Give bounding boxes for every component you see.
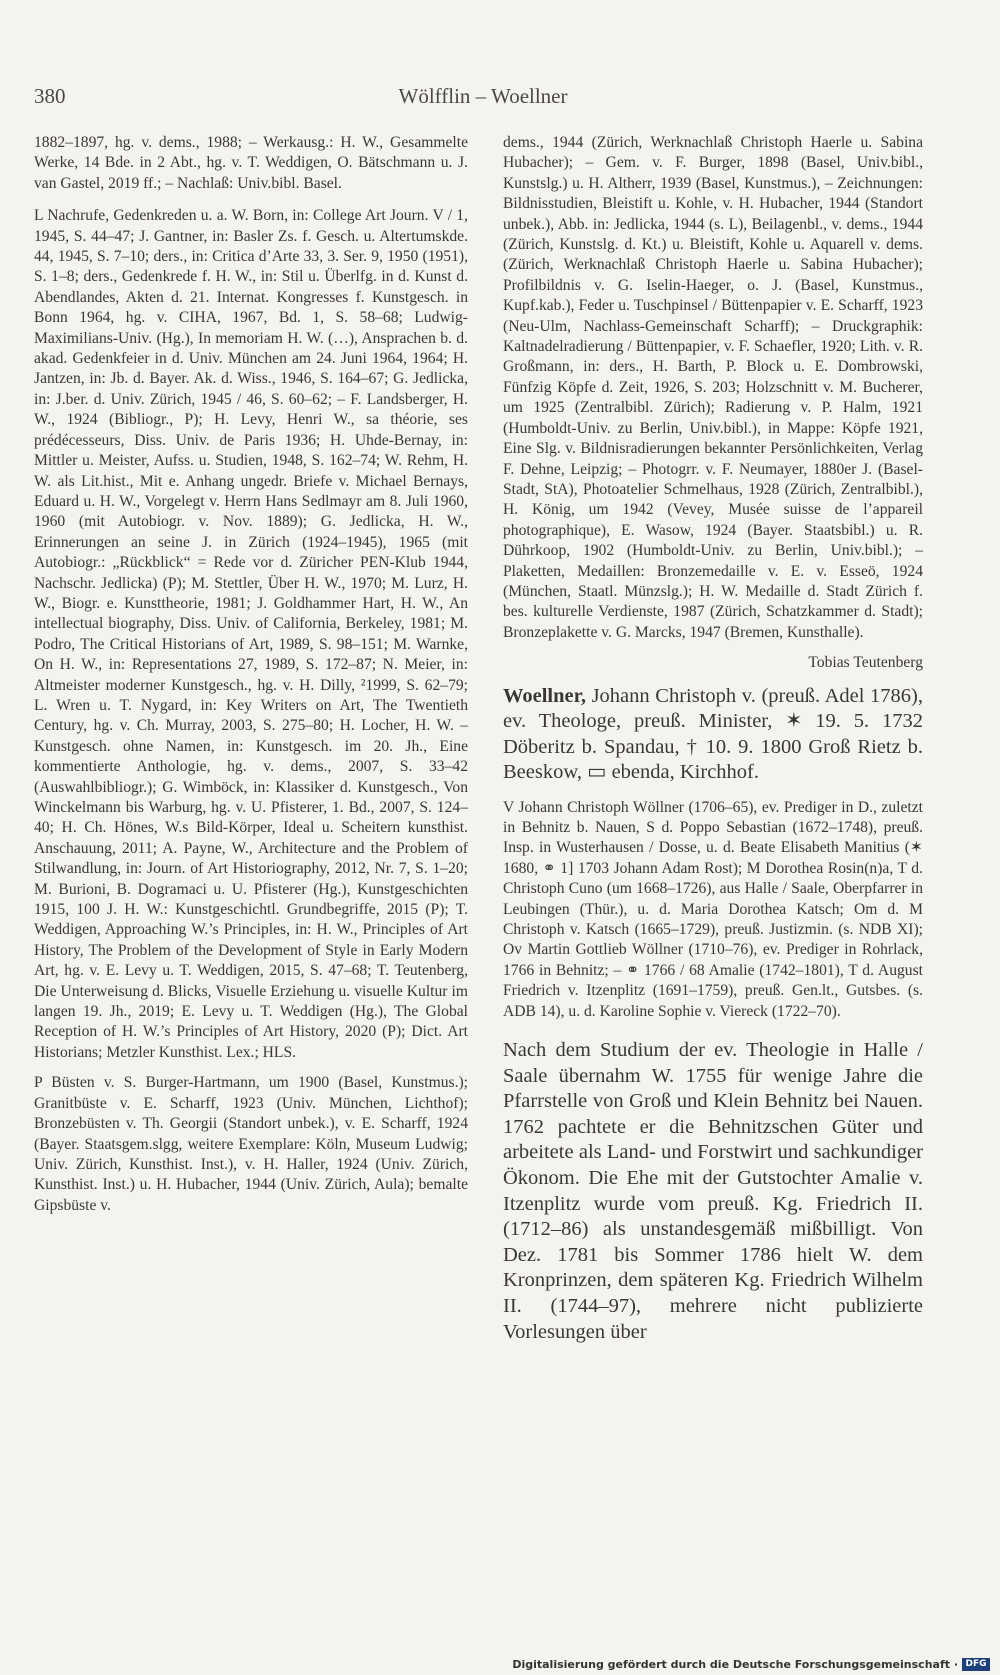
entry-lemma: Woellner, (503, 684, 586, 707)
portraits-continued-paragraph: dems., 1944 (Zürich, Werknachlaß Christoph Haerle u. Sabina Hubacher); – Gem. v. F. Burger, 1898 (Basel, Univ.bibl., Kunstslg.) u. H. Altherr, 1939 (Basel, Kunstmus.), – Zeichnungen: Bildnisstudien, Bleistift u. Kohle, v. H. Hubacher, 1944 (Standort unbek.), Abb. in: Jedlicka, 1944 (s. L), Beilagenbl., v. dems., 1944 (Zürich, Kunstslg. d. Kt.) u. Bleistift, Kohle u. Aquarell v. dems. (Zürich, Werknachlaß Christoph Haerle u. Sabina Hubacher); Profilbildnis v. G. Iselin-Haeger, o. J. (Basel, Kunstmus., Kupf.kab.), Feder u. Tuschpinsel / Büttenpapier v. E. Scharff, 1923 (Neu-Ulm, Nachlass-Gemeinschaft Scharff); – Druckgraphik: Kaltnadelradierung / Büttenpapier, v. F. Schaefler, 1920; Lith. v. R. Großmann, in: ders., H. Barth, P. Block u. E. Dombrowski, Fünfzig Köpfe d. Zeit, 1926, S. 203; Holzschnitt v. M. Bucherer, um 1925 (Zentralbibl. Zürich); Radierung v. P. Halm, 1921 (Humboldt-Univ. zu Berlin, Univ.bibl.), in Mappe: Köpfe 1921, Eine Slg. v. Bildnisradierungen bekannter Persönlichkeiten, Verlag F. Dehne, Leipzig; – Photogrr. v. F. Neumayer, 1880er J. (Basel-Stadt, StA), Photoatelier Schmelhaus, 1928 (Zürich, Zentralbibl.), H. König, um 1942 (Vevey, Musée suisse de l’appareil photographique), E. Wasow, 1924 (Bayer. Staatsbibl.) u. R. Dührkoop, 1902 (Humboldt-Univ. zu Berlin, Univ.bibl.); – Plaketten, Medaillen: Bronzemedaille v. E. v. Esseö, 1924 (München, Staatl. Münzslg.); H. W. Medaille d. Stadt Zürich f. bes. kulturelle Verdienste, 1987 (Zürich, Schatzkammer d. Stadt); Bronzeplakette v. G. Marcks, 1947 (Bremen, Kunsthalle). (503, 134, 923, 641)
entry-header (503, 684, 923, 786)
right-column (503, 133, 923, 1355)
genealogy-paragraph: V Johann Christoph Wöllner (1706–65), ev. Prediger in D., zuletzt in Behnitz b. Nauen, S d. Poppo Sebastian (1672–1748), preuß. Insp. in Wusterhausen / Dosse, u. d. Beate Elisabeth Manitius (✶ 1680, ⚭ 1] 1703 Johann Adam Rost); M Dorothea Rosin(n)a, T d. Christoph Cuno (um 1668–1726), aus Halle / Saale, Oberpfarrer in Leubingen (Thür.), u. d. Maria Dorothea Katsch; Om d. M Christoph v. Katsch (1665–1729), preuß. Justizmin. (s. NDB XI); Ov Martin Gottlieb Wöllner (1710–76), ev. Prediger in Rohrlack, 1766 in Behnitz; – ⚭ 1766 / 68 Amalie (1742–1801), T d. August Friedrich v. Itzenplitz (1691–1759), preuß. Gen.lt., Gutsbes. (s. ADB 14), u. d. Karoline Sophie v. Viereck (1722–70). (503, 798, 923, 1020)
running-title: Wölfflin – Woellner (398, 84, 568, 108)
funding-text: Digitalisierung gefördert durch die Deutsche Forschungsgemeinschaft · (512, 1658, 958, 1671)
dfg-logo-icon: DFG (962, 1658, 990, 1671)
entry-header-text: Johann Christoph v. (preuß. Adel 1786), ev. Theologe, preuß. Minister, ✶ 19. 5. 1732 Döberitz b. Spandau, † 10. 9. 1800 Groß Rietz b. Beeskow, ▭ ebenda, Kirchhof. (503, 684, 923, 784)
funding-footer (512, 1658, 990, 1671)
portraits-paragraph: P Büsten v. S. Burger-Hartmann, um 1900 (Basel, Kunstmus.); Granitbüste v. E. Scharff, 1923 (Univ. München, Lichthof); Bronzebüsten v. Th. Georgii (Standort unbek.), v. E. Scharff, 1924 (Bayer. Staatsgem.slgg, weitere Exemplare: Köln, Museum Ludwig; Univ. Zürich, Kunsthist. Inst.), v. H. Haller, 1924 (Univ. Zürich, Kunsthist. Inst.) u. H. Hubacher, 1944 (Univ. Zürich, Aula); bemalte Gipsbüste v. (34, 1074, 468, 1214)
works-paragraph: 1882–1897, hg. v. dems., 1988; – Werkausg.: H. W., Gesammelte Werke, 14 Bde. in 2 Abt., hg. v. T. Weddigen, O. Bätschmann u. J. van Gastel, 2019 ff.; – Nachlaß: Univ.bibl. Basel. (34, 134, 468, 192)
biography-paragraph: Nach dem Studium der ev. Theologie in Halle / Saale übernahm W. 1755 für wenige Jahre die Pfarrstelle von Groß und Klein Behnitz bei Nauen. 1762 pachtete er die Behnitzschen Güter und arbeitete als Land- und Forstwirt und sachkundiger Ökonom. Die Ehe mit der Gutstochter Amalie v. Itzenplitz wurde vom preuß. Kg. Friedrich II. (1712–86) als unstandesgemäß mißbilligt. Von Dez. 1781 bis Sommer 1786 hielt W. dem Kronprinzen, dem späteren Kg. Friedrich Wilhelm II. (1744–97), mehrere nicht publizierte Vorlesungen über (503, 1039, 923, 1343)
left-column (34, 133, 468, 1226)
literature-paragraph: L Nachrufe, Gedenkreden u. a. W. Born, in: College Art Journ. V / 1, 1945, S. 44–47; J. Gantner, in: Basler Zs. f. Gesch. u. Altertumskde. 44, 1945, S. 7–10; ders., in: Critica d’Arte 33, 3. Ser. 9, 1950 (1951), S. 1–8; ders., Gedenkrede f. H. W., in: Stil u. Überlfg. in d. Kunst d. Abendlandes, Akten d. 21. Internat. Kongresses f. Kunstgesch. in Bonn 1964, hg. v. CIHA, 1967, Bd. 1, S. 58–68; Ludwig-Maximilians-Univ. (Hg.), In memoriam H. W. (…), Ansprachen b. d. akad. Gedenkfeier in d. Univ. München am 24. Juni 1964, 1964; H. Jantzen, in: Jb. d. Bayer. Ak. d. Wiss., 1946, S. 164–67; G. Jedlicka, in: J.ber. d. Univ. Zürich, 1945 / 46, S. 60–62; – F. Landsberger, H. W., 1924 (Bibliogr., P); H. Levy, Henri W., sa théorie, ses prédécesseurs, Diss. Univ. de Paris 1936; H. Uhde-Bernay, in: Mittler u. Meister, Aufss. u. Studien, 1948, S. 162–74; W. Rehm, H. W. als Lit.hist., Mit e. Anhang ungedr. Briefe v. Michael Bernays, Eduard u. H. W., Vorgelegt v. Herrn Hans Sedlmayr am 8. Juli 1960, 1960 (mit Autobiogr. v. Nov. 1889); G. Jedlicka, H. W., Erinnerungen an seine J. in Zürich (1924–1945), 1965 (mit Autobiogr.: „Rückblick“ = Rede vor d. Züricher PEN-Klub 1944, Nachschr. Jedlicka) (P); M. Stettler, Über H. W., 1970; M. Lurz, H. W., Biogr. e. Kunsttheorie, 1981; J. Goldhammer Hart, H. W., An intellectual biography, Diss. Univ. of California, Berkeley, 1981; M. Podro, The Critical Historians of Art, 1989, S. 98–151; M. Warnke, On H. W., in: Representations 27, 1989, S. 172–87; N. Meier, in: Altmeister moderner Kunstgesch., hg. v. H. Dilly, ²1999, S. 62–79; L. Wren u. T. Nygard, in: Key Writers on Art, The Twentieth Century, hg. v. Ch. Murray, 2003, S. 275–80; H. Locher, H. W. – Kunstgesch. ohne Namen, in: Kunstgesch. im 20. Jh., Eine kommentierte Anthologie, hg. v. dems., 2007, S. 33–42 (Auswahlbibliogr.); G. Wimböck, in: Klassiker d. Kunstgesch., Von Winckelmann bis Warburg, hg. v. U. Pfisterer, 1. Bd., 2007, S. 124–40; H. Ch. Hönes, W.s Bild-Körper, Ideal u. Scheitern kunsthist. Anschauung, 2011; A. Payne, W., Architecture and the Problem of Stilwandlung, in: Journ. of Art Historiography, 2012, Nr. 7, S. 1–20; M. Burioni, B. Dogramaci u. U. Pfisterer (Hg.), Kunstgeschichten 1915, 100 J. H. W.: Kunstgeschichtl. Grundbegriffe, 2015 (P); T. Weddigen, Approaching W.’s Principles, in: H. W., Principles of Art History, The Problem of the Development of Style in Early Modern Art, hg. v. E. Levy u. T. Weddigen, 2015, S. 47–68; T. Teutenberg, Die Unterweisung d. Blicks, Visuelle Erziehung u. visuelle Kultur im langen 19. Jh., 2019; E. Levy u. T. Weddigen (Hg.), The Global Reception of H. W.’s Principles of Art History, 2020 (P); Dict. Art Historians; Metzler Kunsthist. Lex.; HLS. (34, 207, 468, 1061)
page-number: 380 (34, 84, 66, 108)
author-signature: Tobias Teutenberg (808, 654, 923, 672)
running-head (34, 84, 932, 116)
